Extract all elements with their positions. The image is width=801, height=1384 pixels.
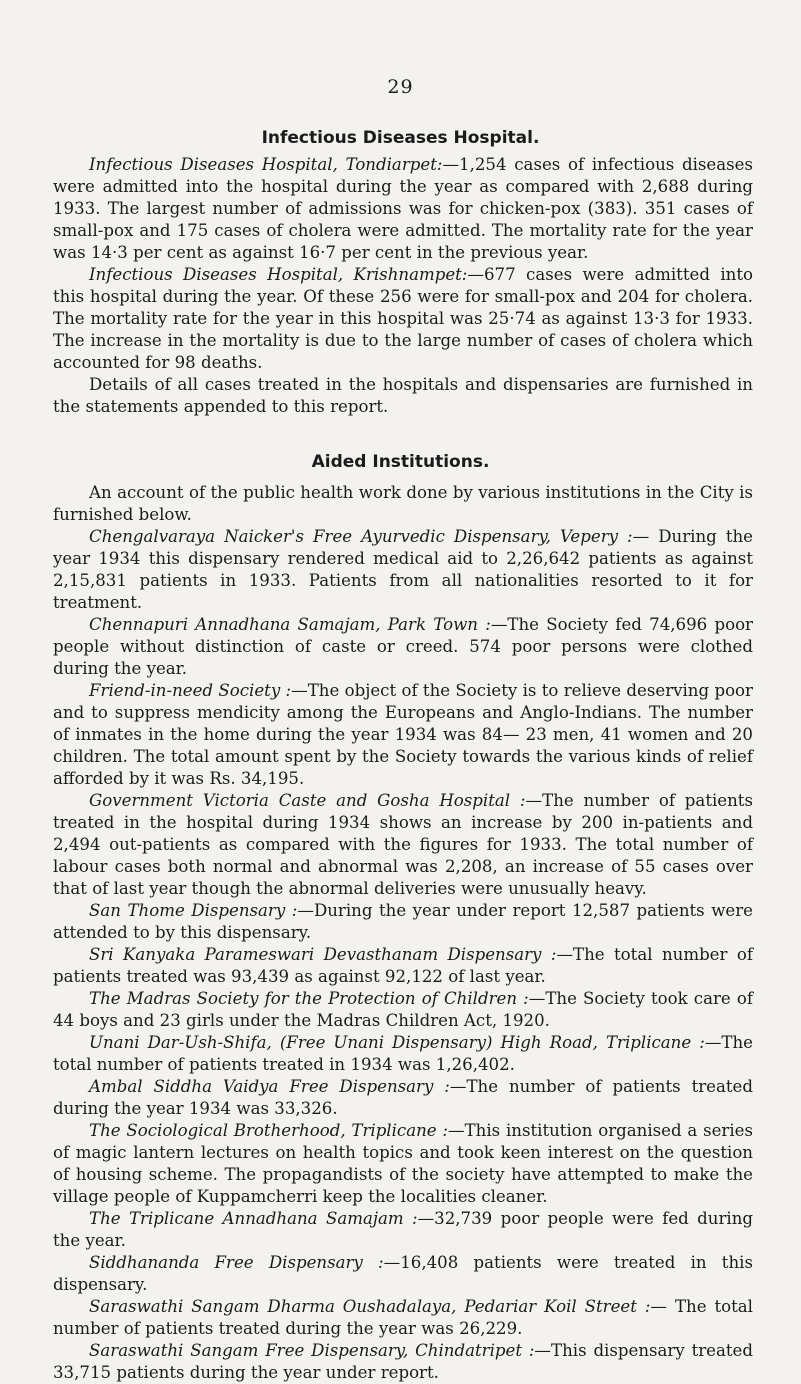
- heading-infectious-diseases-hospital: Infectious Diseases Hospital.: [261, 128, 540, 148]
- paragraph: [53, 264, 753, 374]
- paragraph-body: Details of all cases treated in the hospitals and dispensaries are furnished in the statements appended to this report.: [53, 375, 753, 416]
- paragraph-body: —The object of the Society is to relieve deserving poor and to suppress mendicity among the Europeans and Anglo-Indians. The number of inmates in the home during the year 1934 was 84— 23 men, 41 women and 20 children. The total amount spent by the Society towards the various kinds of relief afforded by it was Rs. 34,195.: [53, 681, 753, 788]
- paragraph-title: Sri Kanyaka Parameswari Devasthanam Dispensary :: [89, 945, 557, 964]
- paragraph-body: — The total number of patients treated during the year was 26,229.: [53, 1297, 753, 1338]
- paragraph-title: Infectious Diseases Hospital, Krishnampet:: [89, 265, 468, 284]
- paragraph: [53, 790, 753, 900]
- paragraph-title: Ambal Siddha Vaidya Free Dispensary :: [89, 1077, 450, 1096]
- paragraph: [53, 944, 753, 988]
- paragraph: [53, 680, 753, 790]
- paragraph: [53, 1340, 753, 1384]
- paragraph-title: The Triplicane Annadhana Samajam :: [89, 1209, 418, 1228]
- heading-aided-institutions: Aided Institutions.: [311, 452, 490, 472]
- paragraph: [53, 154, 753, 264]
- paragraph: [53, 1120, 753, 1208]
- paragraph-title: The Madras Society for the Protection of Children :: [89, 989, 529, 1008]
- paragraph: [53, 900, 753, 944]
- paragraph-body: —The Society fed 74,696 poor people without distinction of caste or creed. 574 poor persons were clothed during the year.: [53, 615, 753, 678]
- paragraph-title: Friend-in-need Society :: [89, 681, 292, 700]
- paragraph-title: The Sociological Brotherhood, Triplicane :: [89, 1121, 448, 1140]
- paragraph-body: —32,739 poor people were fed during the year.: [53, 1209, 754, 1250]
- paragraph-title: Siddhananda Free Dispensary :: [89, 1253, 384, 1272]
- paragraph-title: Government Victoria Caste and Gosha Hospital :: [89, 791, 526, 810]
- paragraph-title: Chennapuri Annadhana Samajam, Park Town :: [89, 615, 491, 634]
- paragraph-body: —During the year under report 12,587 patients were attended to by this dispensary.: [53, 901, 753, 942]
- paragraph-body: —The total number of patients treated was 93,439 as against 92,122 of last year.: [53, 945, 753, 986]
- paragraph-body: —This institution organised a series of magic lantern lectures on health topics and took keen interest on the question of housing scheme. The propagandists of the society have attempted to make the village people of Kuppamcherri keep the localities cleaner.: [53, 1121, 753, 1206]
- paragraph: [53, 614, 753, 680]
- paragraph: [53, 482, 753, 526]
- page-number: 29: [387, 76, 414, 98]
- paragraph-title: San Thome Dispensary :: [89, 901, 298, 920]
- paragraph: [53, 526, 753, 614]
- paragraph-body: —The Society took care of 44 boys and 23 girls under the Madras Children Act, 1920.: [53, 989, 753, 1030]
- paragraph-title: Infectious Diseases Hospital, Tondiarpet:: [89, 155, 443, 174]
- paragraph: [53, 1296, 753, 1340]
- paragraph: [53, 1076, 753, 1120]
- paragraph-body: —16,408 patients were treated in this dispensary.: [53, 1253, 753, 1294]
- paragraph-title: Unani Dar-Ush-Shifa, (Free Unani Dispensary) High Road, Triplicane :: [89, 1033, 705, 1052]
- paragraph: [53, 1032, 753, 1076]
- paragraph: [53, 374, 753, 418]
- paragraph-body: —The number of patients treated in the hospital during 1934 shows an increase by 200 in-patients and 2,494 out-patients as compared with the figures for 1933. The total number of labour cases both normal and abnormal was 2,208, an increase of 55 cases over that of last year though the abnormal deliveries were unusually heavy.: [53, 791, 753, 898]
- paragraph-body: —The number of patients treated during the year 1934 was 33,326.: [53, 1077, 753, 1118]
- paragraph-body: —This dispensary treated 33,715 patients during the year under report.: [53, 1341, 753, 1382]
- paragraph-body: —The total number of patients treated in 1934 was 1,26,402.: [53, 1033, 753, 1074]
- section-infectious-diseases: [53, 154, 753, 418]
- paragraph: [53, 1208, 753, 1252]
- paragraph-title: Chengalvaraya Naicker's Free Ayurvedic Dispensary, Vepery :: [89, 527, 633, 546]
- paragraph-title: Saraswathi Sangam Dharma Oushadalaya, Pedariar Koil Street :: [89, 1297, 651, 1316]
- paragraph: [53, 1252, 753, 1296]
- section-aided-institutions: [53, 482, 753, 1384]
- paragraph: [53, 988, 753, 1032]
- paragraph-body: —1,254 cases of infectious diseases were admitted into the hospital during the year as compared with 2,688 during 1933. The largest number of admissions was for chicken-pox (383). 351 cases of small-pox and 175 cases of cholera were admitted. The mortality rate for the year was 14·3 per cent as against 16·7 per cent in the previous year.: [53, 155, 753, 262]
- paragraph-title: Saraswathi Sangam Free Dispensary, Chindatripet :: [89, 1341, 535, 1360]
- paragraph-body: — During the year 1934 this dispensary rendered medical aid to 2,26,642 patients as against 2,15,831 patients in 1933. Patients from all nationalities resorted to it for treatment.: [53, 527, 753, 612]
- paragraph-body: An account of the public health work done by various institutions in the City is furnished below.: [53, 483, 753, 524]
- paragraph-body: —677 cases were admitted into this hospital during the year. Of these 256 were for small-pox and 204 for cholera. The mortality rate for the year in this hospital was 25·74 as against 13·3 for 1933. The increase in the mortality is due to the large number of cases of cholera which accounted for 98 deaths.: [53, 265, 753, 372]
